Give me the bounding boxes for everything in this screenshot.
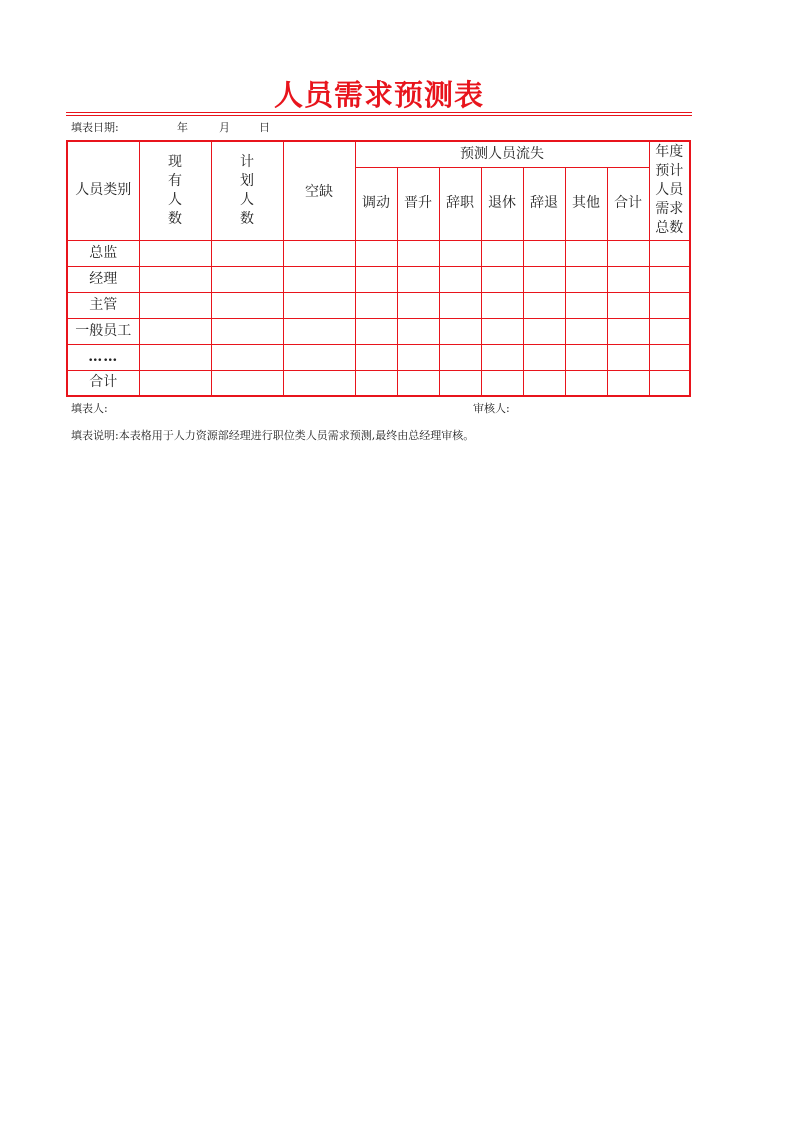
row-label-total: 合计 xyxy=(67,370,139,396)
title-underline-top xyxy=(66,112,692,113)
header-category: 人员类别 xyxy=(67,141,139,240)
header-attrition-promotion: 晋升 xyxy=(397,167,439,240)
table-row xyxy=(67,292,690,318)
row-label-general-staff: 一般员工 xyxy=(67,318,139,344)
table-cell[interactable] xyxy=(607,292,649,318)
reviewer-signature-label: 审核人: xyxy=(473,402,510,415)
header-annual-demand-text: 年度预计人员需求总数 xyxy=(655,144,684,237)
table-cell[interactable] xyxy=(565,240,607,266)
table-cell[interactable] xyxy=(523,240,565,266)
header-attrition-other: 其他 xyxy=(565,167,607,240)
table-cell[interactable] xyxy=(481,240,523,266)
demand-forecast-table xyxy=(66,140,691,397)
table-cell[interactable] xyxy=(607,344,649,370)
table-cell[interactable] xyxy=(439,292,481,318)
table-cell[interactable] xyxy=(649,318,690,344)
table-cell[interactable] xyxy=(565,266,607,292)
table-cell[interactable] xyxy=(523,318,565,344)
row-label-supervisor: 主管 xyxy=(67,292,139,318)
table-cell[interactable] xyxy=(283,370,355,396)
table-cell[interactable] xyxy=(211,344,283,370)
table-cell[interactable] xyxy=(649,370,690,396)
table-cell[interactable] xyxy=(211,292,283,318)
table-cell[interactable] xyxy=(211,318,283,344)
header-attrition-transfer: 调动 xyxy=(355,167,397,240)
table-cell[interactable] xyxy=(649,266,690,292)
header-current-count-text: 现有人数 xyxy=(168,153,182,227)
table-cell[interactable] xyxy=(397,370,439,396)
table-cell[interactable] xyxy=(397,318,439,344)
fill-date-year: 年 xyxy=(177,121,188,134)
header-attrition-group: 预测人员流失 xyxy=(355,141,649,167)
table-cell[interactable] xyxy=(139,344,211,370)
table-cell[interactable] xyxy=(439,344,481,370)
table-cell[interactable] xyxy=(481,370,523,396)
table-cell[interactable] xyxy=(139,240,211,266)
table-row xyxy=(67,370,690,396)
filler-signature-label: 填表人: xyxy=(71,402,108,415)
row-label-ellipsis: …… xyxy=(67,344,139,370)
title-underline-bottom xyxy=(66,115,692,116)
table-cell[interactable] xyxy=(211,266,283,292)
table-cell[interactable] xyxy=(139,292,211,318)
table-cell[interactable] xyxy=(397,292,439,318)
table-cell[interactable] xyxy=(283,266,355,292)
table-cell[interactable] xyxy=(481,266,523,292)
table-cell[interactable] xyxy=(355,240,397,266)
table-cell[interactable] xyxy=(211,370,283,396)
table-cell[interactable] xyxy=(439,318,481,344)
table-cell[interactable] xyxy=(481,318,523,344)
header-annual-demand xyxy=(649,141,690,240)
row-label-manager: 经理 xyxy=(67,266,139,292)
table-cell[interactable] xyxy=(355,266,397,292)
fill-date-label: 填表日期: xyxy=(71,121,119,134)
row-label-director: 总监 xyxy=(67,240,139,266)
table-cell[interactable] xyxy=(139,318,211,344)
header-attrition-total: 合计 xyxy=(607,167,649,240)
table-row xyxy=(67,318,690,344)
header-planned-count-text: 计划人数 xyxy=(240,153,254,227)
header-planned-count xyxy=(211,141,283,240)
form-instructions: 填表说明:本表格用于人力资源部经理进行职位类人员需求预测,最终由总经理审核。 xyxy=(71,429,475,442)
table-cell[interactable] xyxy=(397,344,439,370)
table-cell[interactable] xyxy=(439,370,481,396)
table-cell[interactable] xyxy=(565,318,607,344)
table-cell[interactable] xyxy=(283,318,355,344)
table-cell[interactable] xyxy=(523,292,565,318)
fill-date-line xyxy=(71,120,270,136)
table-cell[interactable] xyxy=(283,344,355,370)
table-cell[interactable] xyxy=(397,240,439,266)
table-cell[interactable] xyxy=(565,292,607,318)
table-cell[interactable] xyxy=(355,344,397,370)
fill-date-month: 月 xyxy=(219,121,230,134)
table-cell[interactable] xyxy=(139,266,211,292)
table-cell[interactable] xyxy=(397,266,439,292)
table-cell[interactable] xyxy=(283,240,355,266)
header-attrition-dismissal: 辞退 xyxy=(523,167,565,240)
table-row xyxy=(67,266,690,292)
table-cell[interactable] xyxy=(523,266,565,292)
table-cell[interactable] xyxy=(439,266,481,292)
header-vacancy: 空缺 xyxy=(283,141,355,240)
fill-date-day: 日 xyxy=(259,121,270,134)
table-cell[interactable] xyxy=(649,292,690,318)
header-attrition-resignation: 辞职 xyxy=(439,167,481,240)
table-cell[interactable] xyxy=(355,370,397,396)
table-cell[interactable] xyxy=(523,344,565,370)
page-title: 人员需求预测表 xyxy=(273,78,484,112)
table-cell[interactable] xyxy=(211,240,283,266)
header-attrition-retirement: 退休 xyxy=(481,167,523,240)
table-cell[interactable] xyxy=(355,318,397,344)
header-current-count xyxy=(139,141,211,240)
table-cell[interactable] xyxy=(439,240,481,266)
table-cell[interactable] xyxy=(607,240,649,266)
table-cell[interactable] xyxy=(607,318,649,344)
table-cell[interactable] xyxy=(607,266,649,292)
table-cell[interactable] xyxy=(523,370,565,396)
table-cell[interactable] xyxy=(565,344,607,370)
table-cell[interactable] xyxy=(649,240,690,266)
table-cell[interactable] xyxy=(649,344,690,370)
table-cell[interactable] xyxy=(481,292,523,318)
table-cell[interactable] xyxy=(283,292,355,318)
table-cell[interactable] xyxy=(565,370,607,396)
table-cell[interactable] xyxy=(139,370,211,396)
table-cell[interactable] xyxy=(355,292,397,318)
table-cell[interactable] xyxy=(607,370,649,396)
table-row xyxy=(67,344,690,370)
table-cell[interactable] xyxy=(481,344,523,370)
table-row xyxy=(67,240,690,266)
